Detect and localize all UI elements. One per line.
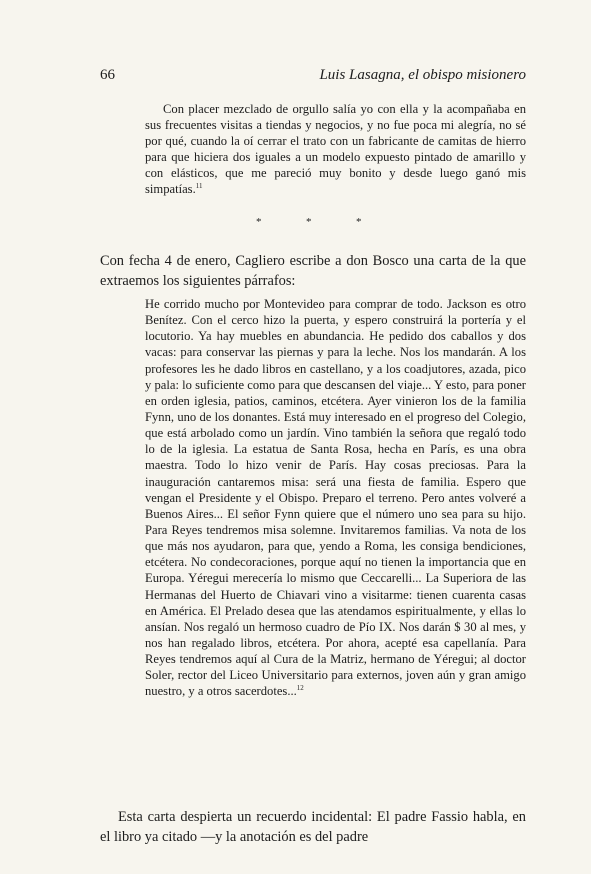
- page-number: 66: [100, 67, 115, 83]
- separator-star: *: [256, 216, 262, 228]
- separator-star: *: [306, 216, 312, 228]
- quote-text: Con placer mezclado de orgullo salía yo con ella y la acompañaba en sus frecuentes visitas a tiendas y negocios, y no fue poca mi alegría, no sé por qué, cuando la oí cerrar el trato con un fabricante de camitas de hierro para que hiciera dos iguales a un modelo expuesto pintado de amarillo y con elásticos, que me pareció muy bonito y desde luego ganó mis simpatías.: [145, 102, 526, 197]
- separator-star: *: [356, 216, 362, 228]
- intro-text: Con fecha 4 de enero, Cagliero escribe a don Bosco una carta de la que extraemos los siguientes párrafos:: [100, 253, 526, 289]
- intro-paragraph: [100, 251, 526, 291]
- block-quote-letter: [145, 296, 526, 700]
- letter-text: He corrido mucho por Montevideo para comprar de todo. Jackson es otro Benítez. Con el cerco hizo la puerta, y espero construirá la portería y el locutorio. Ya hay muebles en abundancia. He pedido dos caballos y dos vacas: para conservar las piernas y para la leche. Nos los mandarán. A los profesores les he dado libros en castellano, y a los coadjutores, azada, pico y pala: lo suficiente como para que descansen del viaje... Y esto, para poner en orden iglesia, patios, caminos, etcétera. Ayer vinieron los de la familia Fynn, uno de los donantes. Está muy interesado en el progreso del Colegio, que está arbolado como un jardín. Vino también la señora que regaló todo lo de la iglesia. La estatua de Santa Rosa, hecha en París, es una obra maestra. Todo lo hizo venir de París. Hay cosas preciosas. Para la inauguración cantaremos misa: será una fiesta de familia. Espero que vengan el Presidente y el Obispo. Preparo el terreno. Pero antes volveré a Buenos Aires... El señor Fynn quiere que el número uno sea para su hijo. Para Reyes tendremos misa solemne. Invitaremos familias. Va nota de los que más nos ayudaron, para que, yendo a Roma, les consiga bendiciones, etcétera. No condecoraciones, porque aquí no tienen la importancia que en Europa. Yéregui merecería lo mismo que Ceccarelli... La Superiora de las Hermanas del Huerto de Chiavari vino a visitarme: tienen cuarenta casas en América. El Prelado desea que las atendamos espiritualmente, y ellas lo ansían. Nos regaló un hermoso cuadro de Pío IX. Nos darán $ 30 al mes, y nos han regalado libros, etcétera. Por ahora, acepté esa capellanía. Para Reyes tendremos aquí al Cura de la Matriz, hermano de Yéregui; al doctor Soler, rector del Liceo Universitario para externos, joven aún y gran amigo nuestro, y a otros sacerdotes...: [145, 297, 526, 699]
- footnote-ref-12: 12: [296, 684, 304, 693]
- running-header: [100, 67, 526, 87]
- closing-paragraph: [100, 807, 526, 847]
- running-title: Luis Lasagna, el obispo misionero: [319, 67, 526, 83]
- closing-text: Esta carta despierta un recuerdo incidental: El padre Fassio habla, en el libro ya citado —y la anotación es del padre: [100, 809, 526, 845]
- block-quote-memoir: [145, 101, 526, 198]
- footnote-ref-11: 11: [195, 182, 203, 191]
